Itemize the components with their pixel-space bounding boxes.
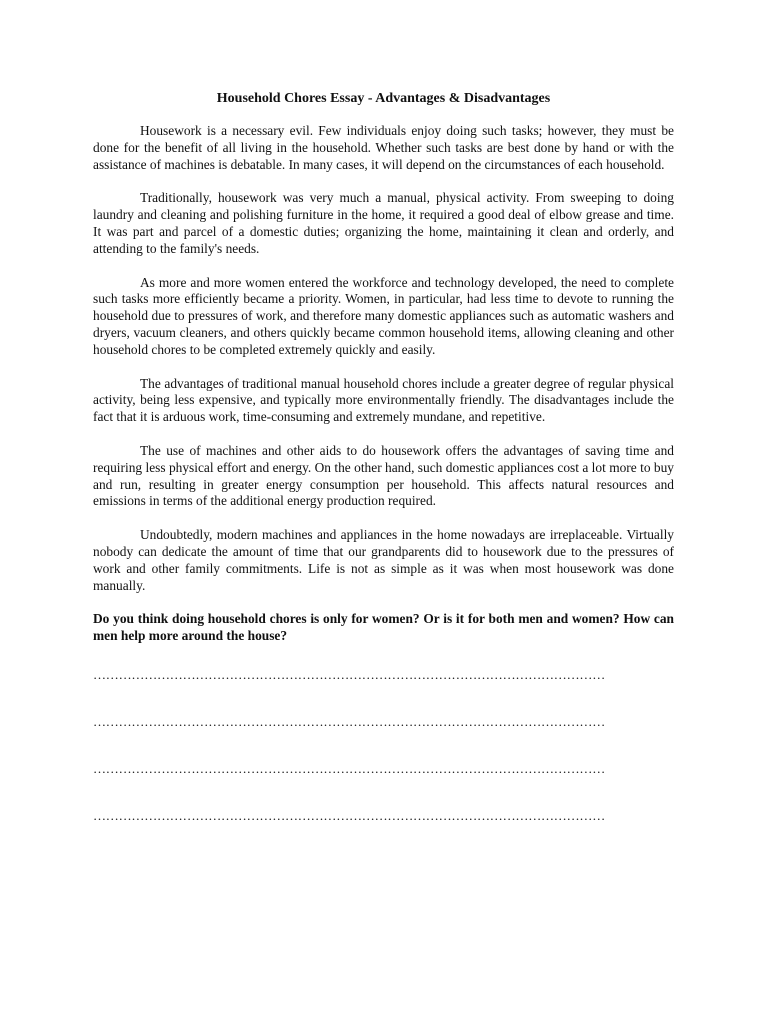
answer-line[interactable]: ………………………………………………………………………………………………………… <box>93 760 606 776</box>
paragraph-intro: Housework is a necessary evil. Few individuals enjoy doing such tasks; however, they must be done for the benefit of all living in the household. Whether such tasks are best done by hand or with the assistance of machines is debatable. In many cases, it will depend on the circumstances of each household. <box>93 123 674 172</box>
document-page <box>93 90 674 855</box>
answer-line[interactable]: ………………………………………………………………………………………………………… <box>93 713 606 729</box>
paragraph-manual-advantages: The advantages of traditional manual household chores include a greater degree of regular physical activity, being less expensive, and typically more environmentally friendly. The disadvantages include the fact that it is arduous work, time-consuming and extremely mundane, and repetitive. <box>93 375 674 425</box>
paragraph-machine-advantages: The use of machines and other aids to do housework offers the advantages of saving time and requiring less physical effort and energy. On the other hand, such domestic appliances cost a lot more to buy and run, resulting in greater energy consumption per household. This affects natural resources and emissions in terms of the additional energy production required. <box>93 442 674 509</box>
discussion-question: Do you think doing household chores is only for women? Or is it for both men and women? How can men help more around the house? <box>93 611 674 644</box>
paragraph-women-workforce: As more and more women entered the workforce and technology developed, the need to complete such tasks more efficiently became a priority. Women, in particular, had less time to devote to running the household due to pressures of work, and therefore many domestic appliances such as automatic washers and dryers, vacuum cleaners, and others quickly became common household items, allowing cleaning and other household chores to be completed extremely quickly and easily. <box>93 274 674 357</box>
document-title: Household Chores Essay - Advantages & Disadvantages <box>216 91 551 106</box>
paragraph-traditional: Traditionally, housework was very much a manual, physical activity. From sweeping to doing laundry and cleaning and polishing furniture in the home, it required a good deal of elbow grease and time. It was part and parcel of a domestic duties; organizing the home, maintaining it clean and orderly, and attending to the family's needs. <box>93 190 674 256</box>
answer-line[interactable]: ………………………………………………………………………………………………………… <box>93 807 606 823</box>
answer-line[interactable]: ………………………………………………………………………………………………………… <box>93 666 606 682</box>
paragraph-conclusion: Undoubtedly, modern machines and appliances in the home nowadays are irreplaceable. Virtually nobody can dedicate the amount of time that our grandparents did to housework due to the pressures of work and other family commitments. Life is not as simple as it was when most housework was done manually. <box>93 527 674 593</box>
answer-lines <box>93 667 674 824</box>
